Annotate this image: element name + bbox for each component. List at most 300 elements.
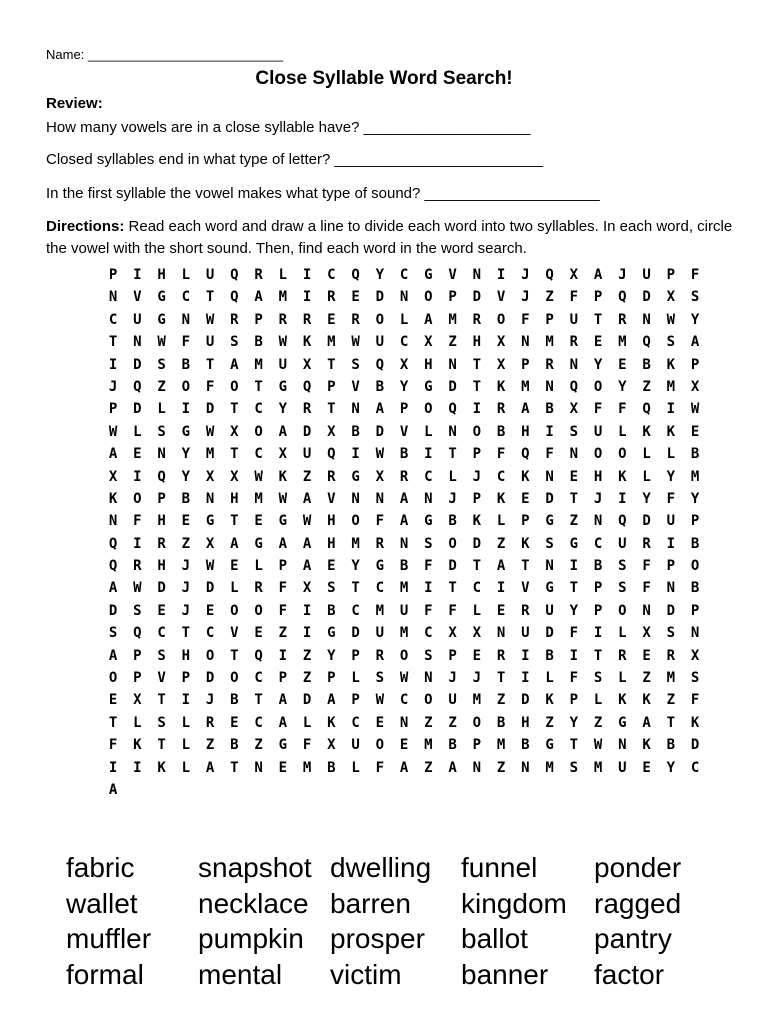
grid-letter[interactable]: G: [157, 311, 166, 328]
grid-letter[interactable]: Z: [545, 714, 554, 731]
grid-letter[interactable]: L: [278, 267, 288, 283]
grid-letter[interactable]: Q: [157, 468, 166, 485]
grid-letter[interactable]: T: [254, 378, 263, 395]
grid-letter[interactable]: I: [666, 535, 676, 552]
grid-letter[interactable]: E: [642, 759, 651, 776]
grid-letter[interactable]: G: [181, 423, 191, 440]
grid-letter[interactable]: Q: [569, 378, 579, 395]
grid-letter[interactable]: N: [642, 602, 651, 619]
grid-letter[interactable]: N: [375, 490, 385, 507]
grid-letter[interactable]: D: [472, 289, 482, 306]
grid-letter[interactable]: T: [205, 356, 215, 373]
grid-letter[interactable]: D: [642, 513, 651, 530]
grid-letter[interactable]: I: [424, 446, 433, 463]
grid-letter[interactable]: S: [351, 356, 360, 373]
grid-letter[interactable]: M: [424, 737, 433, 754]
grid-letter[interactable]: N: [351, 401, 360, 418]
grid-letter[interactable]: I: [496, 580, 506, 597]
grid-letter[interactable]: F: [424, 602, 433, 619]
grid-letter[interactable]: B: [230, 737, 239, 754]
grid-letter[interactable]: A: [254, 289, 263, 306]
grid-letter[interactable]: U: [278, 356, 288, 373]
grid-letter[interactable]: Y: [618, 378, 627, 395]
grid-letter[interactable]: C: [375, 580, 385, 597]
grid-letter[interactable]: V: [521, 580, 530, 597]
grid-letter[interactable]: B: [545, 401, 554, 418]
grid-letter[interactable]: X: [108, 468, 118, 485]
grid-letter[interactable]: C: [327, 267, 336, 283]
grid-letter[interactable]: D: [545, 490, 554, 507]
grid-letter[interactable]: V: [448, 267, 457, 283]
grid-letter[interactable]: M: [351, 535, 360, 552]
grid-letter[interactable]: R: [157, 535, 166, 552]
grid-letter[interactable]: U: [666, 513, 676, 530]
grid-letter[interactable]: C: [399, 267, 409, 283]
grid-letter[interactable]: B: [181, 356, 191, 373]
grid-letter[interactable]: R: [496, 647, 506, 664]
grid-letter[interactable]: F: [496, 446, 506, 463]
grid-letter[interactable]: Q: [254, 647, 263, 664]
grid-letter[interactable]: K: [545, 692, 554, 709]
grid-letter[interactable]: I: [569, 558, 579, 575]
grid-letter[interactable]: Q: [375, 356, 385, 373]
grid-letter[interactable]: X: [424, 334, 433, 351]
grid-letter[interactable]: T: [351, 580, 360, 597]
grid-letter[interactable]: L: [618, 423, 627, 440]
grid-letter[interactable]: R: [302, 401, 312, 418]
grid-letter[interactable]: L: [666, 446, 676, 463]
grid-letter[interactable]: L: [181, 759, 191, 776]
grid-letter[interactable]: X: [569, 267, 579, 283]
grid-letter[interactable]: Y: [666, 759, 676, 776]
grid-letter[interactable]: G: [569, 535, 579, 552]
grid-letter[interactable]: F: [642, 580, 651, 597]
grid-letter[interactable]: A: [327, 692, 336, 709]
grid-letter[interactable]: W: [375, 692, 385, 709]
grid-letter[interactable]: T: [230, 401, 239, 418]
grid-letter[interactable]: F: [569, 289, 579, 306]
grid-letter[interactable]: S: [375, 670, 385, 687]
grid-letter[interactable]: O: [133, 490, 142, 507]
grid-letter[interactable]: N: [108, 513, 118, 530]
grid-letter[interactable]: K: [642, 737, 651, 754]
grid-letter[interactable]: T: [181, 625, 191, 642]
grid-letter[interactable]: S: [157, 714, 166, 731]
grid-letter[interactable]: T: [569, 737, 579, 754]
grid-letter[interactable]: W: [108, 423, 118, 440]
grid-letter[interactable]: X: [496, 334, 506, 351]
grid-letter[interactable]: N: [569, 356, 579, 373]
grid-letter[interactable]: T: [108, 714, 118, 731]
grid-letter[interactable]: E: [472, 647, 482, 664]
grid-letter[interactable]: O: [205, 647, 215, 664]
grid-letter[interactable]: I: [133, 468, 142, 485]
grid-letter[interactable]: P: [521, 356, 530, 373]
grid-letter[interactable]: C: [399, 334, 409, 351]
grid-letter[interactable]: G: [424, 378, 433, 395]
grid-letter[interactable]: I: [618, 490, 627, 507]
grid-letter[interactable]: K: [472, 513, 482, 530]
grid-letter[interactable]: P: [157, 490, 166, 507]
grid-letter[interactable]: T: [157, 692, 166, 709]
grid-letter[interactable]: Z: [496, 692, 506, 709]
grid-letter[interactable]: W: [205, 558, 215, 575]
grid-letter[interactable]: N: [424, 490, 433, 507]
grid-letter[interactable]: U: [545, 602, 554, 619]
grid-letter[interactable]: E: [205, 602, 215, 619]
grid-letter[interactable]: J: [205, 692, 215, 709]
grid-letter[interactable]: U: [375, 625, 385, 642]
grid-letter[interactable]: R: [205, 714, 215, 731]
grid-letter[interactable]: L: [351, 759, 360, 776]
grid-letter[interactable]: E: [278, 759, 288, 776]
grid-letter[interactable]: A: [521, 401, 530, 418]
grid-letter[interactable]: N: [181, 311, 191, 328]
grid-letter[interactable]: Z: [302, 647, 312, 664]
grid-letter[interactable]: T: [230, 647, 239, 664]
grid-letter[interactable]: D: [351, 625, 360, 642]
grid-letter[interactable]: Z: [205, 737, 215, 754]
grid-letter[interactable]: B: [496, 423, 506, 440]
grid-letter[interactable]: G: [157, 289, 166, 306]
grid-letter[interactable]: V: [496, 289, 506, 306]
grid-letter[interactable]: M: [399, 580, 409, 597]
grid-letter[interactable]: U: [618, 535, 627, 552]
grid-letter[interactable]: I: [569, 647, 579, 664]
grid-letter[interactable]: M: [472, 692, 482, 709]
grid-letter[interactable]: X: [666, 289, 676, 306]
grid-letter[interactable]: N: [399, 714, 409, 731]
grid-letter[interactable]: E: [521, 490, 530, 507]
grid-letter[interactable]: D: [133, 356, 142, 373]
grid-letter[interactable]: E: [351, 289, 360, 306]
grid-letter[interactable]: Y: [666, 468, 676, 485]
grid-letter[interactable]: O: [375, 311, 385, 328]
grid-letter[interactable]: C: [157, 625, 166, 642]
grid-letter[interactable]: W: [157, 334, 166, 351]
grid-letter[interactable]: L: [545, 670, 554, 687]
grid-letter[interactable]: K: [327, 714, 336, 731]
grid-letter[interactable]: U: [448, 692, 457, 709]
grid-letter[interactable]: Z: [157, 378, 166, 395]
grid-letter[interactable]: G: [278, 378, 288, 395]
grid-letter[interactable]: S: [424, 647, 433, 664]
grid-letter[interactable]: U: [375, 334, 385, 351]
grid-letter[interactable]: Q: [545, 267, 554, 283]
grid-letter[interactable]: R: [254, 580, 263, 597]
grid-letter[interactable]: M: [375, 602, 385, 619]
grid-letter[interactable]: M: [545, 759, 554, 776]
grid-letter[interactable]: K: [690, 714, 700, 731]
grid-letter[interactable]: D: [448, 378, 457, 395]
grid-letter[interactable]: O: [230, 670, 239, 687]
grid-letter[interactable]: P: [521, 513, 530, 530]
grid-letter[interactable]: E: [399, 737, 409, 754]
grid-letter[interactable]: R: [399, 468, 409, 485]
grid-letter[interactable]: M: [205, 446, 215, 463]
grid-letter[interactable]: O: [472, 423, 482, 440]
grid-letter[interactable]: W: [278, 490, 288, 507]
grid-letter[interactable]: W: [593, 737, 603, 754]
grid-letter[interactable]: X: [327, 423, 336, 440]
grid-letter[interactable]: E: [375, 714, 385, 731]
grid-letter[interactable]: P: [327, 670, 336, 687]
grid-letter[interactable]: H: [521, 423, 530, 440]
grid-letter[interactable]: G: [278, 737, 288, 754]
grid-letter[interactable]: V: [327, 490, 336, 507]
grid-letter[interactable]: I: [593, 625, 603, 642]
grid-letter[interactable]: M: [545, 334, 554, 351]
grid-letter[interactable]: J: [181, 602, 191, 619]
grid-letter[interactable]: Z: [302, 468, 312, 485]
grid-letter[interactable]: B: [690, 580, 700, 597]
grid-letter[interactable]: L: [351, 670, 360, 687]
grid-letter[interactable]: Y: [569, 714, 579, 731]
grid-letter[interactable]: Y: [642, 490, 651, 507]
grid-letter[interactable]: T: [327, 356, 336, 373]
grid-letter[interactable]: Z: [302, 670, 312, 687]
grid-letter[interactable]: K: [133, 737, 142, 754]
grid-letter[interactable]: A: [399, 490, 409, 507]
grid-letter[interactable]: F: [205, 378, 215, 395]
grid-letter[interactable]: S: [666, 625, 676, 642]
grid-letter[interactable]: R: [618, 311, 627, 328]
grid-letter[interactable]: H: [521, 714, 530, 731]
grid-letter[interactable]: P: [690, 602, 700, 619]
grid-letter[interactable]: H: [157, 267, 166, 283]
grid-letter[interactable]: X: [133, 692, 142, 709]
grid-letter[interactable]: A: [108, 781, 118, 798]
grid-letter[interactable]: T: [230, 446, 239, 463]
grid-letter[interactable]: T: [593, 647, 603, 664]
grid-letter[interactable]: R: [472, 311, 482, 328]
grid-letter[interactable]: J: [521, 267, 530, 283]
grid-letter[interactable]: B: [230, 692, 239, 709]
grid-letter[interactable]: N: [496, 625, 506, 642]
grid-letter[interactable]: A: [593, 267, 603, 283]
grid-letter[interactable]: U: [642, 267, 651, 283]
grid-letter[interactable]: N: [472, 759, 482, 776]
grid-letter[interactable]: U: [133, 311, 142, 328]
grid-letter[interactable]: X: [327, 737, 336, 754]
grid-letter[interactable]: N: [424, 670, 433, 687]
grid-letter[interactable]: Q: [448, 401, 457, 418]
grid-letter[interactable]: Y: [569, 602, 579, 619]
grid-letter[interactable]: F: [521, 311, 530, 328]
grid-letter[interactable]: X: [375, 468, 385, 485]
grid-letter[interactable]: A: [278, 692, 288, 709]
grid-letter[interactable]: K: [278, 468, 288, 485]
grid-letter[interactable]: Y: [399, 378, 409, 395]
grid-letter[interactable]: C: [205, 625, 215, 642]
grid-letter[interactable]: Z: [448, 334, 457, 351]
grid-letter[interactable]: B: [496, 714, 506, 731]
grid-letter[interactable]: E: [618, 356, 627, 373]
grid-letter[interactable]: T: [448, 446, 457, 463]
grid-letter[interactable]: H: [157, 513, 166, 530]
grid-letter[interactable]: I: [133, 535, 142, 552]
grid-letter[interactable]: A: [108, 580, 118, 597]
grid-letter[interactable]: P: [108, 401, 118, 418]
grid-letter[interactable]: L: [399, 311, 409, 328]
grid-letter[interactable]: R: [521, 602, 530, 619]
grid-letter[interactable]: R: [496, 401, 506, 418]
grid-letter[interactable]: T: [569, 490, 579, 507]
grid-letter[interactable]: W: [666, 311, 676, 328]
grid-letter[interactable]: T: [157, 737, 166, 754]
grid-letter[interactable]: P: [545, 311, 554, 328]
grid-letter[interactable]: O: [399, 647, 409, 664]
grid-letter[interactable]: P: [399, 401, 409, 418]
grid-letter[interactable]: Z: [666, 692, 676, 709]
grid-letter[interactable]: A: [108, 446, 118, 463]
grid-letter[interactable]: P: [472, 446, 482, 463]
grid-letter[interactable]: C: [690, 759, 700, 776]
grid-letter[interactable]: N: [351, 490, 360, 507]
grid-letter[interactable]: P: [278, 670, 288, 687]
grid-letter[interactable]: T: [496, 670, 506, 687]
grid-letter[interactable]: I: [472, 401, 482, 418]
grid-letter[interactable]: T: [327, 401, 336, 418]
grid-letter[interactable]: A: [642, 714, 651, 731]
grid-letter[interactable]: D: [666, 602, 676, 619]
grid-letter[interactable]: N: [545, 558, 554, 575]
grid-letter[interactable]: L: [254, 558, 263, 575]
grid-letter[interactable]: I: [351, 446, 360, 463]
grid-letter[interactable]: N: [521, 759, 530, 776]
grid-letter[interactable]: T: [448, 580, 457, 597]
grid-letter[interactable]: N: [133, 334, 142, 351]
grid-letter[interactable]: J: [108, 378, 118, 395]
grid-letter[interactable]: V: [351, 378, 360, 395]
grid-letter[interactable]: Y: [181, 468, 191, 485]
grid-letter[interactable]: Y: [181, 446, 191, 463]
grid-letter[interactable]: O: [424, 692, 433, 709]
grid-letter[interactable]: A: [278, 423, 288, 440]
grid-letter[interactable]: G: [545, 513, 554, 530]
grid-letter[interactable]: D: [521, 692, 530, 709]
grid-letter[interactable]: T: [254, 692, 263, 709]
grid-letter[interactable]: Z: [569, 513, 579, 530]
grid-letter[interactable]: I: [302, 267, 312, 283]
grid-letter[interactable]: W: [302, 513, 312, 530]
grid-letter[interactable]: C: [254, 714, 263, 731]
grid-letter[interactable]: B: [642, 356, 651, 373]
grid-letter[interactable]: X: [448, 625, 457, 642]
grid-letter[interactable]: N: [666, 580, 676, 597]
grid-letter[interactable]: N: [108, 289, 118, 306]
grid-letter[interactable]: W: [399, 670, 409, 687]
grid-letter[interactable]: W: [278, 334, 288, 351]
grid-letter[interactable]: V: [230, 625, 239, 642]
grid-letter[interactable]: S: [327, 580, 336, 597]
grid-letter[interactable]: J: [593, 490, 603, 507]
grid-letter[interactable]: H: [157, 558, 166, 575]
grid-letter[interactable]: I: [424, 580, 433, 597]
grid-letter[interactable]: A: [690, 334, 700, 351]
grid-letter[interactable]: D: [448, 558, 457, 575]
grid-letter[interactable]: D: [375, 289, 385, 306]
grid-letter[interactable]: A: [205, 759, 215, 776]
grid-letter[interactable]: R: [569, 334, 579, 351]
grid-letter[interactable]: E: [108, 692, 118, 709]
grid-letter[interactable]: H: [472, 334, 482, 351]
grid-letter[interactable]: N: [545, 468, 554, 485]
grid-letter[interactable]: A: [302, 535, 312, 552]
grid-letter[interactable]: J: [472, 670, 482, 687]
grid-letter[interactable]: D: [133, 401, 142, 418]
grid-letter[interactable]: W: [690, 401, 700, 418]
grid-letter[interactable]: E: [133, 446, 142, 463]
grid-letter[interactable]: Z: [448, 714, 457, 731]
grid-letter[interactable]: Z: [424, 759, 433, 776]
grid-letter[interactable]: M: [254, 356, 263, 373]
grid-letter[interactable]: H: [327, 513, 336, 530]
grid-letter[interactable]: L: [133, 714, 142, 731]
grid-letter[interactable]: T: [472, 356, 482, 373]
grid-letter[interactable]: C: [399, 692, 409, 709]
grid-letter[interactable]: O: [593, 446, 603, 463]
grid-letter[interactable]: A: [399, 759, 409, 776]
grid-letter[interactable]: E: [690, 423, 700, 440]
grid-letter[interactable]: Z: [496, 535, 506, 552]
grid-letter[interactable]: Z: [496, 759, 506, 776]
grid-letter[interactable]: S: [424, 535, 433, 552]
grid-letter[interactable]: L: [133, 423, 142, 440]
grid-letter[interactable]: A: [448, 759, 457, 776]
grid-letter[interactable]: J: [181, 558, 191, 575]
grid-letter[interactable]: T: [230, 513, 239, 530]
grid-letter[interactable]: H: [327, 535, 336, 552]
grid-letter[interactable]: Y: [690, 311, 700, 328]
grid-letter[interactable]: S: [690, 289, 700, 306]
grid-letter[interactable]: U: [351, 737, 360, 754]
grid-letter[interactable]: N: [545, 378, 554, 395]
grid-letter[interactable]: F: [375, 513, 385, 530]
grid-letter[interactable]: M: [593, 759, 603, 776]
grid-letter[interactable]: M: [666, 670, 676, 687]
grid-letter[interactable]: I: [521, 670, 530, 687]
grid-letter[interactable]: F: [690, 267, 700, 283]
grid-letter[interactable]: D: [472, 535, 482, 552]
grid-letter[interactable]: M: [666, 378, 676, 395]
grid-letter[interactable]: B: [351, 423, 360, 440]
grid-letter[interactable]: R: [230, 311, 239, 328]
grid-letter[interactable]: N: [448, 356, 457, 373]
grid-letter[interactable]: U: [399, 602, 409, 619]
grid-letter[interactable]: T: [205, 289, 215, 306]
grid-letter[interactable]: W: [375, 446, 385, 463]
grid-letter[interactable]: B: [666, 737, 676, 754]
grid-letter[interactable]: D: [642, 289, 651, 306]
grid-letter[interactable]: I: [496, 267, 506, 283]
grid-letter[interactable]: S: [569, 423, 579, 440]
word-search-grid[interactable]: [101, 264, 707, 801]
grid-letter[interactable]: D: [375, 423, 385, 440]
grid-letter[interactable]: Q: [108, 535, 118, 552]
grid-letter[interactable]: O: [690, 558, 700, 575]
grid-letter[interactable]: B: [545, 647, 554, 664]
grid-letter[interactable]: P: [133, 647, 142, 664]
grid-letter[interactable]: Y: [351, 558, 360, 575]
grid-letter[interactable]: K: [108, 490, 118, 507]
grid-letter[interactable]: M: [690, 468, 700, 485]
grid-letter[interactable]: P: [351, 692, 360, 709]
grid-letter[interactable]: I: [666, 401, 676, 418]
grid-letter[interactable]: X: [230, 468, 239, 485]
grid-letter[interactable]: P: [181, 670, 191, 687]
grid-letter[interactable]: U: [205, 334, 215, 351]
